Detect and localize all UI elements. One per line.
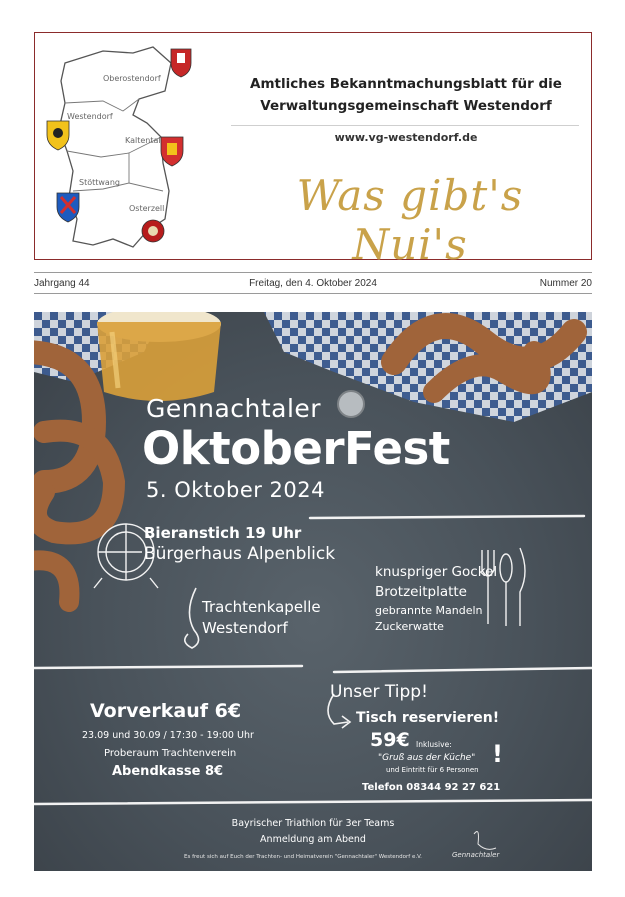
map-label-kaltental: Kaltental [125,136,161,145]
poster-event-date: 5. Oktober 2024 [146,478,325,502]
event-venue: Bürgerhaus Alpenblick [144,544,336,564]
map-label-osterzell: Osterzell [129,204,165,213]
issue-date: Freitag, den 4. Oktober 2024 [249,278,377,289]
presale-dates: 23.09 und 30.09 / 17:30 - 19:00 Uhr [82,730,254,741]
triathlon-line2: Anmeldung am Abend [260,834,366,845]
map-label-westendorf: Westendorf [67,112,113,121]
poster-event-title: OktoberFest [142,422,450,475]
issue-number: Nummer 20 [539,278,592,289]
verein-logo-text: Gennachtaler [452,851,500,859]
presale-place: Proberaum Trachtenverein [104,748,237,759]
crest-stoettwang-icon [57,193,79,222]
issue-info-bar [34,272,592,294]
food-item: Zuckerwatte [375,620,444,633]
publication-title-line2: Verwaltungsgemeinschaft Westendorf [260,98,552,114]
masthead [34,32,592,269]
script-title: Was gibt's Nui's [296,171,524,269]
triathlon-line1: Bayrischer Triathlon für 3er Teams [231,818,395,829]
map-label-stoettwang: Stöttwang [79,178,120,187]
reservation-phone: Telefon 08344 92 27 621 [362,782,501,793]
vg-map-illustration [43,41,223,251]
table-inclusive-label: Inklusive: [416,740,452,749]
exclamation-mark: ! [492,740,503,768]
food-item: knuspriger Gockel [375,564,498,580]
tipp-heading: Unser Tipp! [330,682,428,702]
crest-oberostendorf-icon [171,49,191,77]
table-reservation-price: 59€ [370,729,410,751]
crest-kaltental-icon [161,137,183,166]
website-link[interactable]: www.vg-westendorf.de [334,131,478,144]
poster-footer: Es freut sich auf Euch der Trachten- und Heimatverein "Gennachtaler" Westendorf e.V. [184,854,422,860]
food-item: gebrannte Mandeln [375,604,483,617]
issue-volume: Jahrgang 44 [34,278,90,289]
table-inclusive-greeting: "Gruß aus der Küche" [378,753,476,763]
bieranstich-time: Bieranstich 19 Uhr [144,524,302,542]
map-label-oberostendorf: Oberostendorf [103,74,161,83]
poster-club-name: Gennachtaler [146,394,322,423]
bottle-cap-icon [338,391,364,417]
food-item: Brotzeitplatte [375,584,467,600]
music-band-line1: Trachtenkapelle [202,598,321,616]
publication-title [231,73,581,117]
music-band-line2: Westendorf [202,619,288,637]
table-inclusive-entry: und Eintritt für 6 Personen [386,766,479,774]
crest-osterzell-icon [142,220,164,242]
treble-clef-icon [185,588,199,648]
pretzel-left-icon [34,352,114,602]
beer-mug-icon [97,312,221,401]
table-reservation-heading: Tisch reservieren! [356,710,500,726]
header-divider [231,125,579,126]
publication-title-line1: Amtliches Bekanntmachungsblatt für die [250,76,562,92]
oktoberfest-poster [34,312,592,871]
cutlery-icon [482,548,525,626]
presale-price: Vorverkauf 6€ [90,700,242,722]
box-office-price: Abendkasse 8€ [112,764,224,779]
